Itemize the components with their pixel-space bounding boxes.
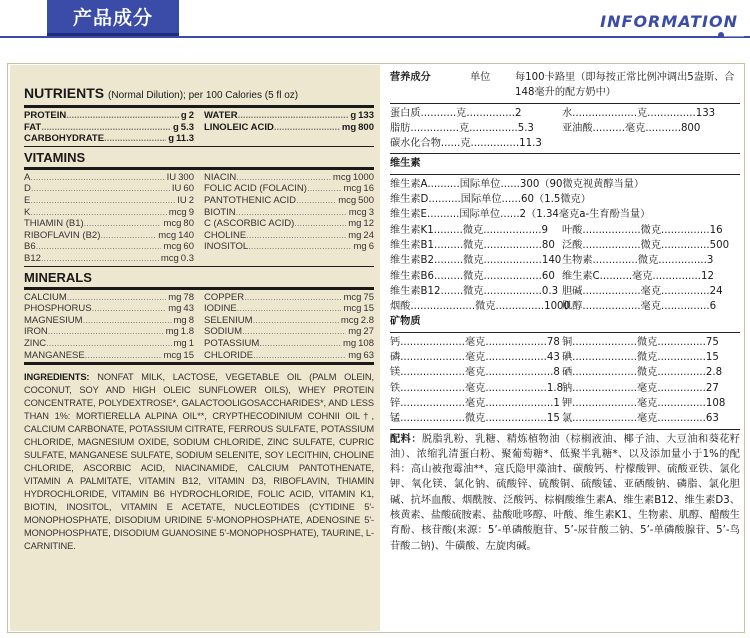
- nutrient-row: [24, 122, 194, 134]
- leader-dots: [46, 338, 171, 350]
- nutrient-value: 133: [358, 110, 374, 121]
- nutrient-row: [204, 110, 374, 122]
- cn-cell-left: 镁....................毫克.....................8: [390, 367, 560, 379]
- cn-vitamin-single-list: [390, 177, 740, 223]
- cn-cell-right: 叶酸..................微克...............16: [562, 224, 723, 236]
- header-divider: [0, 36, 750, 38]
- nutrient-unit: mcg: [338, 194, 357, 206]
- cn-cell-left: 脂肪...............克...............5.3: [390, 122, 534, 134]
- nutrients-right-column: [204, 110, 374, 145]
- cn-cell-left: 钙....................毫克...................78: [390, 336, 560, 348]
- vitamins-right-column: [204, 172, 374, 265]
- cn-cell-right: 水....................克...............133: [562, 107, 716, 119]
- nutrient-name: SELENIUM: [204, 314, 253, 326]
- rule: [390, 332, 740, 333]
- nutrient-value: 75: [363, 291, 374, 303]
- cn-row: [390, 396, 740, 411]
- nutrient-unit: mg: [342, 337, 357, 349]
- nutrient-row: [24, 338, 194, 350]
- nutrients-subtitle: (Normal Dilution); per 100 Calories (5 fl oz): [108, 90, 299, 101]
- leader-dots: [236, 172, 331, 184]
- cn-cell-left: 磷....................毫克...................43: [390, 352, 560, 364]
- ingredients-label: INGREDIENTS:: [24, 372, 90, 383]
- leader-dots: [274, 122, 340, 134]
- nutrient-name: PANTOTHENIC ACID: [204, 194, 297, 206]
- vitamins-left-column: [24, 172, 194, 265]
- cn-head-per: 每100卡路里（即每按正常比例冲调出5盎斯、合148毫升的配方奶中）: [515, 72, 735, 99]
- rule: [24, 287, 374, 290]
- nutrient-row: [24, 183, 194, 195]
- nutrient-row: [204, 183, 374, 195]
- cn-row: [390, 365, 740, 380]
- nutrient-unit: IU: [177, 194, 187, 206]
- nutrient-row: [24, 292, 194, 304]
- leader-dots: [92, 303, 167, 315]
- nutrient-unit: g: [350, 110, 357, 121]
- ingredients-cn: [390, 432, 740, 554]
- leader-dots: [48, 326, 164, 338]
- nutrient-unit: mcg: [343, 291, 362, 303]
- nutrient-value: 60: [183, 241, 194, 253]
- cn-cell-left: 维生素B12.......微克..................0.3: [390, 285, 559, 297]
- nutrient-value: 80: [183, 218, 194, 230]
- nutrient-row: [204, 326, 374, 338]
- cn-row: [390, 223, 740, 238]
- cn-cell-right: 肌醇..................毫克...............6: [562, 301, 717, 313]
- nutrients-title: NUTRIENTS: [24, 85, 105, 101]
- leader-dots: [238, 110, 349, 122]
- nutrient-unit: mcg: [160, 252, 179, 264]
- nutrient-value: 9: [188, 206, 194, 218]
- ingredients-en: [24, 371, 374, 553]
- nutrient-row: [24, 350, 194, 362]
- minerals-left-column: [24, 292, 194, 362]
- nutrient-unit: g: [172, 121, 179, 133]
- nutrient-row: [24, 230, 194, 242]
- cn-row: [390, 284, 740, 299]
- nutrient-row: [24, 303, 194, 315]
- cn-basic-list: [390, 106, 740, 152]
- nutrient-name: NIACIN: [204, 171, 237, 183]
- leader-dots: [246, 230, 346, 242]
- nutrient-name: C (ASCORBIC ACID): [204, 218, 295, 230]
- rule: [390, 153, 740, 154]
- nutrient-row: [24, 326, 194, 338]
- cn-cell-right: 碘....................微克...............15: [562, 352, 719, 364]
- cn-ingredients-label: 配料：: [390, 433, 422, 445]
- nutrient-value: 24: [363, 229, 374, 241]
- leader-dots: [31, 183, 170, 195]
- leader-dots: [253, 315, 339, 327]
- chinese-label-panel: [390, 70, 740, 554]
- nutrient-row: [204, 338, 374, 350]
- minerals-right-column: [204, 292, 374, 362]
- cn-vitamins-heading: 维生素: [390, 158, 421, 170]
- page-header: [0, 0, 750, 60]
- cn-cell-right: 维生素C..........毫克...............12: [562, 270, 714, 282]
- cn-vitamin-line: 维生素E..........国际单位......2（1.34毫克a-生育酚当量）: [390, 209, 651, 221]
- nutrient-name: B12: [24, 252, 41, 264]
- leader-dots: [294, 218, 346, 230]
- nutrient-value: 78: [183, 291, 194, 303]
- nutrient-name: INOSITOL: [204, 241, 249, 253]
- leader-dots: [236, 207, 347, 219]
- cn-vitamin-line: 维生素D..........国际单位......60（1.5微克）: [390, 194, 591, 206]
- nutrient-name: PHOSPHORUS: [24, 303, 92, 315]
- nutrient-unit: IU: [171, 183, 182, 195]
- cn-table-header: [390, 70, 740, 101]
- nutrient-row: [204, 315, 374, 327]
- nutrient-name: SODIUM: [204, 326, 242, 338]
- leader-dots: [237, 303, 342, 315]
- nutrient-unit: mcg: [163, 218, 182, 230]
- nutrient-value: 1.8: [180, 326, 194, 338]
- leader-dots: [104, 133, 166, 145]
- rule: [24, 105, 374, 108]
- nutrient-unit: mcg: [343, 183, 362, 195]
- nutrient-value: 2: [188, 194, 194, 206]
- vitamins-heading: VITAMINS: [24, 149, 86, 165]
- nutrient-value: 3: [368, 206, 374, 218]
- nutrients-heading: [24, 85, 374, 104]
- cn-cell-left: 维生素B1.........微克..................80: [390, 239, 555, 251]
- nutrient-row: [24, 133, 194, 145]
- nutrient-name: CHLORIDE: [204, 349, 254, 361]
- cn-cell-right: 钾....................毫克...............108: [562, 397, 726, 409]
- nutrient-unit: mcg: [158, 229, 177, 241]
- cn-cell-right: 生物素..............微克...............3: [562, 255, 714, 267]
- nutrient-value: 140: [178, 229, 194, 241]
- rule: [24, 362, 374, 365]
- leader-dots: [41, 253, 159, 265]
- cn-head-nutrient: 营养成分: [390, 72, 431, 83]
- nutrient-unit: mg: [173, 337, 187, 349]
- leader-dots: [36, 241, 162, 253]
- english-label-panel: [10, 65, 380, 631]
- nutrient-name: MANGANESE: [24, 349, 85, 361]
- cn-cell-left: 维生素B6.........微克..................60: [390, 270, 555, 282]
- nutrient-value: 15: [183, 349, 194, 361]
- nutrient-value: 800: [358, 121, 374, 133]
- nutrient-value: 6: [368, 241, 374, 253]
- leader-dots: [253, 350, 346, 362]
- nutrient-value: 2: [188, 110, 194, 121]
- nutrient-value: 15: [363, 303, 374, 315]
- cn-row: [390, 269, 740, 284]
- nutrient-value: 63: [363, 349, 374, 361]
- nutrient-row: [24, 110, 194, 122]
- nutrient-unit: mg: [348, 218, 362, 230]
- nutrient-row: [204, 218, 374, 230]
- nutrient-unit: mcg: [163, 349, 182, 361]
- decor-line: [724, 36, 744, 37]
- leader-dots: [84, 218, 162, 230]
- cn-row: [390, 335, 740, 350]
- cn-cell-right: 氯....................毫克...............63: [562, 413, 719, 425]
- cn-row: [390, 106, 740, 121]
- cn-cell-right: 泛酸..................微克...............500: [562, 239, 730, 251]
- cn-ingredients-text: 脱脂乳粉、乳糖、精炼植物油（棕榈液油、椰子油、大豆油和葵花籽油）、浓缩乳清蛋白粉、聚葡萄糖*、低聚半乳糖*、以及添加量小于1%的配料：高山被孢霉油**、寇氏隐甲藻油†、碳酸钙、柠檬酸钾、硫酸亚铁、氯化钾、氧化镁、氯化钠、硫酸锌、硫酸铜、硫酸锰、亚硒酸钠、磷脂、氯化胆碱、抗坏血酸、烟酰胺、泛酸钙、棕榈酸维生素A、维生素B12、维生素D3、核黄素、盐酸硫胺素、盐酸吡哆醇、叶酸、维生素K1、生物素、肌醇、醋酸生育酚、核苷酸(来源：5’-单磷酸胞苷、5’-尿苷酸二钠、5’-单磷酸腺苷、5’-鸟苷酸二钠)、牛磺酸、左旋肉碱。: [390, 433, 740, 552]
- nutrient-row: [204, 122, 374, 134]
- nutrient-name: PROTEIN: [24, 110, 67, 121]
- nutrient-row: [24, 241, 194, 253]
- cn-row: [390, 253, 740, 268]
- nutrient-name: CHOLINE: [204, 229, 247, 241]
- leader-dots: [244, 292, 341, 304]
- leader-dots: [259, 338, 341, 350]
- nutrient-name: K: [24, 206, 31, 218]
- nutrient-name: CARBOHYDRATE: [24, 133, 105, 145]
- section-title-box: [47, 0, 179, 36]
- cn-row: [390, 299, 740, 314]
- nutrient-row: [204, 230, 374, 242]
- nutrient-row: [204, 292, 374, 304]
- nutrient-row: [204, 172, 374, 184]
- nutrient-name: FOLIC ACID (FOLACIN): [204, 183, 307, 195]
- leader-dots: [30, 172, 164, 184]
- leader-dots: [41, 122, 171, 134]
- nutrient-value: 8: [188, 314, 194, 326]
- cn-head-unit: 单位: [470, 72, 491, 83]
- nutrient-unit: mg: [353, 241, 367, 253]
- nutrient-name: LINOLEIC ACID: [204, 121, 274, 133]
- cn-cell-right: 硒....................微克...............2.8: [562, 367, 723, 379]
- cn-cell-right: 胆碱..................毫克...............24: [562, 285, 723, 297]
- nutrient-unit: mcg: [168, 206, 187, 218]
- nutrient-value: 27: [363, 326, 374, 338]
- nutrient-name: CALCIUM: [24, 291, 67, 303]
- cn-row: [390, 238, 740, 253]
- nutrient-row: [204, 207, 374, 219]
- nutrient-unit: IU: [166, 171, 177, 183]
- cn-cell-left: 锌....................毫克.....................1: [390, 397, 560, 409]
- nutrient-row: [24, 218, 194, 230]
- cn-cell-right: [562, 136, 737, 151]
- nutrient-unit: g: [168, 133, 175, 145]
- nutrient-row: [24, 253, 194, 265]
- cn-row: [390, 411, 740, 426]
- rule: [390, 174, 740, 175]
- cn-cell-left: 蛋白质...........克...............2: [390, 107, 522, 119]
- leader-dots: [242, 326, 346, 338]
- nutrient-unit: mg: [165, 326, 179, 338]
- nutrient-name: RIBOFLAVIN (B2): [24, 229, 101, 241]
- nutrient-value: 1000: [352, 171, 374, 183]
- nutrient-unit: g: [180, 110, 187, 121]
- cn-row: [390, 350, 740, 365]
- cn-cell-left: 锰....................微克...................15: [390, 413, 560, 425]
- nutrient-name: THIAMIN (B1): [24, 218, 84, 230]
- information-label: INFORMATION: [600, 12, 738, 31]
- cn-cell-right: 亚油酸..........毫克...........800: [562, 122, 701, 134]
- leader-dots: [85, 350, 162, 362]
- nutrient-name: B6: [24, 241, 36, 253]
- cn-row: [390, 381, 740, 396]
- nutrient-value: 2.8: [360, 314, 374, 326]
- cn-vitamin-pair-list: [390, 223, 740, 315]
- nutrient-unit: mg: [348, 326, 362, 338]
- nutrient-unit: mg: [348, 229, 362, 241]
- nutrient-name: MAGNESIUM: [24, 314, 83, 326]
- nutrient-value: 108: [358, 337, 374, 349]
- cn-cell-left: 铁....................毫克...................1.8: [390, 382, 564, 394]
- leader-dots: [296, 195, 336, 207]
- nutrient-unit: mg: [168, 291, 182, 303]
- cn-vitamin-line: 维生素A..........国际单位......300（90微克视黄醇当量）: [390, 178, 645, 190]
- nutrient-unit: mg: [173, 314, 187, 326]
- nutrient-row: [204, 241, 374, 253]
- nutrient-row: [204, 195, 374, 207]
- rule: [24, 266, 374, 267]
- nutrient-name: ZINC: [24, 337, 47, 349]
- nutrient-row: [24, 195, 194, 207]
- nutrient-name: BIOTIN: [204, 206, 236, 218]
- decor-dot: [718, 32, 724, 38]
- cn-cell-left: 维生素K1.........微克..................9: [390, 224, 549, 236]
- cn-minerals-heading: 矿物质: [390, 316, 421, 328]
- nutrient-row: [24, 172, 194, 184]
- nutrients-left-column: [24, 110, 194, 145]
- nutrient-name: E: [24, 194, 31, 206]
- nutrient-row: [204, 350, 374, 362]
- nutrient-name: FAT: [24, 121, 42, 133]
- nutrient-unit: mcg: [343, 303, 362, 315]
- leader-dots: [67, 292, 166, 304]
- nutrient-unit: mcg: [163, 241, 182, 253]
- nutrient-value: 1: [188, 337, 194, 349]
- leader-dots: [83, 315, 172, 327]
- cn-cell-right: 铜....................微克...............75: [562, 336, 719, 348]
- nutrient-value: 12: [363, 218, 374, 230]
- nutrient-value: 0.3: [180, 252, 194, 264]
- nutrient-name: IRON: [24, 326, 48, 338]
- leader-dots: [30, 207, 166, 219]
- rule: [24, 146, 374, 147]
- nutrient-unit: mg: [348, 349, 362, 361]
- nutrient-name: A: [24, 171, 31, 183]
- cn-mineral-list: [390, 335, 740, 427]
- nutrient-value: 500: [358, 194, 374, 206]
- leader-dots: [30, 195, 175, 207]
- cn-cell-left: 烟酸....................微克...............1000: [390, 301, 571, 313]
- section-title: 产品成分: [72, 7, 153, 29]
- rule: [390, 429, 740, 430]
- rule: [390, 103, 740, 104]
- nutrient-value: 5.3: [180, 121, 194, 133]
- cn-cell-left: 碳水化合物......克...............11.3: [390, 138, 542, 150]
- nutrient-row: [24, 207, 194, 219]
- nutrient-name: POTASSIUM: [204, 337, 260, 349]
- leader-dots: [100, 230, 156, 242]
- nutrient-value: 300: [178, 171, 194, 183]
- nutrient-unit: mg: [341, 121, 357, 133]
- nutrient-value: 11.3: [176, 133, 194, 145]
- cn-cell-left: 维生素B2.........微克..................140: [390, 255, 562, 267]
- nutrient-value: 16: [363, 183, 374, 195]
- nutrient-unit: mcg: [348, 206, 367, 218]
- leader-dots: [307, 183, 342, 195]
- rule: [24, 167, 374, 170]
- leader-dots: [248, 241, 351, 253]
- nutrient-value: 60: [183, 183, 194, 195]
- nutrient-row: [204, 303, 374, 315]
- ingredients-text: NONFAT MILK, LACTOSE, VEGETABLE OIL (PALM OLEIN, COCONUT, SOY AND HIGH OLEIC SUNFLOWER OILS), WHEY PROTEIN CONCENTRATE, POLYDEXTROSE*, GALACTOOLIGOSACCHARIDES*, AND LESS THAN 1%: MORTIERELLA ALPINA OIL**, CRYPTHECODINIUM COHNII OIL†, CALCIUM CARBONATE, POTASSIUM CITRATE, FERROUS SULFATE, POTASSIUM CHLORIDE, MAGNESIUM OXIDE, SODIUM CHLORIDE, ZINC SULFATE, CUPRIC SULFATE, MANGANESE SULFATE, SODIUM SELENITE, SOY LECITHIN, CHOLINE CHLORIDE, ASCORBIC ACID, NIACINAMIDE, CALCIUM PANTOTHENATE, VITAMIN A PALMITATE, VITAMIN B12, VITAMIN D3, RIBOFLAVIN, THIAMIN HYDROCHLORIDE, VITAMIN B6 HYDROCHLORIDE, FOLIC ACID, VITAMIN K1, BIOTIN, INOSITOL, VITAMIN E ACETATE, NUCLEOTIDES (CYTIDINE 5'-MONOPHOSPHATE, DISODIUM URIDINE 5'-MONOPHOSPHATE, ADENOSINE 5'-MONOPHOSPHATE, DISODIUM GUANOSINE 5'-MONOPHOSPHATE), TAURINE, L-CARNITINE.: [24, 372, 374, 552]
- minerals-heading: MINERALS: [24, 269, 92, 285]
- cn-row: [390, 121, 740, 136]
- nutrient-name: D: [24, 183, 31, 195]
- nutrient-unit: mcg: [340, 314, 359, 326]
- leader-dots: [66, 110, 179, 122]
- nutrient-name: WATER: [204, 110, 238, 121]
- nutrient-unit: mcg: [332, 171, 351, 183]
- cn-cell-right: 钠....................毫克...............27: [562, 382, 719, 394]
- nutrient-value: 43: [183, 303, 194, 315]
- nutrient-name: COPPER: [204, 291, 245, 303]
- nutrient-unit: mg: [168, 303, 182, 315]
- nutrient-name: IODINE: [204, 303, 237, 315]
- nutrient-row: [24, 315, 194, 327]
- cn-row: [390, 136, 740, 151]
